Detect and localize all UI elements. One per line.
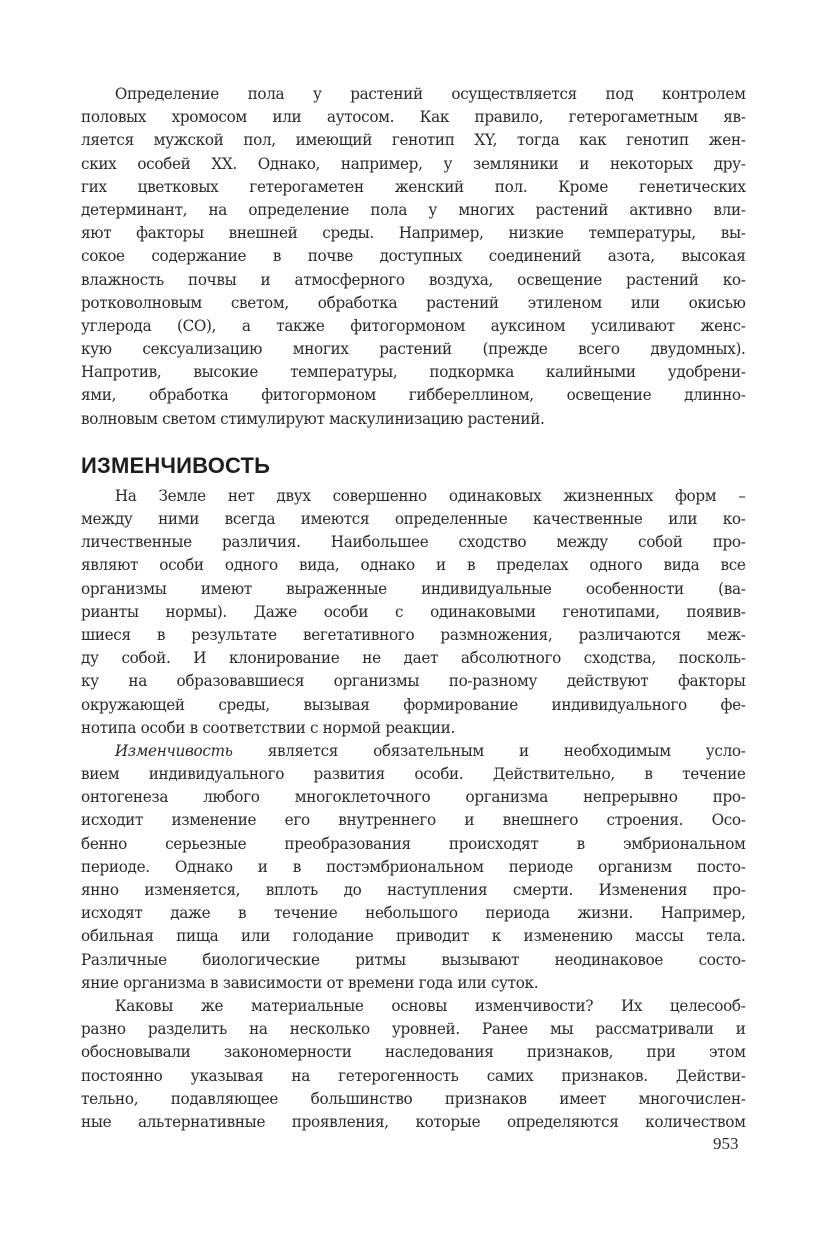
term-variability: Изменчивость	[114, 740, 233, 760]
text-line: ные альтернативные проявления, которые определяются количеством	[81, 1111, 746, 1131]
text-line: исходят даже в течение небольшого периода жизни. Например,	[81, 903, 746, 923]
text-line: организмы имеют выраженные индивидуальные особенности (ва-	[81, 578, 746, 598]
text-span: является обязательным и необходимым усло-	[232, 740, 746, 760]
text-line: онтогенеза любого многоклеточного организма непрерывно про-	[81, 787, 746, 807]
page-number: 953	[713, 1134, 739, 1153]
paragraph-variability-definition	[81, 739, 746, 994]
text-line: разно разделить на несколько уровней. Ранее мы рассматривали и	[81, 1019, 746, 1039]
paragraph-sex-determination-plants	[81, 82, 746, 430]
text-line: ляется мужской пол, имеющий генотип XY, тогда как генотип жен-	[81, 130, 746, 150]
text-line: окружающей среды, вызывая формирование индивидуального фе-	[81, 694, 746, 714]
text-line: На Земле нет двух совершенно одинаковых жизненных форм –	[114, 485, 746, 505]
text-line: нотипа особи в соответствии с нормой реакции.	[81, 717, 455, 737]
text-line: гих цветковых гетерогаметен женский пол. Кроме генетических	[81, 176, 746, 196]
text-line: тельно, подавляющее большинство признаков имеет многочислен-	[81, 1088, 746, 1108]
text-line: сокое содержание в почве доступных соединений азота, высокая	[81, 246, 746, 266]
paragraph-material-basis	[81, 994, 746, 1133]
spacer	[81, 430, 746, 451]
text-line: Определение пола у растений осуществляется под контролем	[114, 84, 746, 103]
text-line: личественные различия. Наибольшее сходство между собой про-	[81, 532, 746, 552]
text-line: влажность почвы и атмосферного воздуха, освещение растений ко-	[81, 269, 746, 289]
text-line: шиеся в результате вегетативного размножения, различаются меж-	[81, 624, 746, 644]
text-line: углерода (CO), а также фитогормоном ауксином усиливают женс-	[81, 315, 746, 335]
text-line: половых хромосом или аутосом. Как правило, гетерогаметным яв-	[81, 107, 746, 127]
paragraph-variability-intro	[81, 484, 746, 739]
text-line: рианты нормы). Даже особи с одинаковыми генотипами, появив-	[81, 601, 746, 621]
text-line: Каковы же материальные основы изменчивости? Их целесооб-	[114, 995, 746, 1015]
text-line: яют факторы внешней среды. Например, низкие температуры, вы-	[81, 223, 746, 243]
section-heading: ИЗМЕНЧИВОСТЬ	[81, 452, 271, 478]
text-line: обосновывали закономерности наследования признаков, при этом	[81, 1042, 746, 1062]
text-line: яние организма в зависимости от времени года или суток.	[81, 972, 539, 992]
text-line: ротковолновым светом, обработка растений этиленом или окисью	[81, 292, 746, 312]
text-line: ями, обработка фитогормоном гиббереллином, освещение длинно-	[81, 385, 746, 405]
text-line: ду собой. И клонирование не дает абсолютного сходства, посколь-	[81, 648, 746, 668]
text-line: обильная пища или голодание приводит к изменению массы тела.	[81, 926, 746, 946]
text-line: Различные биологические ритмы вызывают неодинаковое состо-	[81, 949, 746, 969]
page-body	[81, 82, 746, 1133]
text-line: между ними всегда имеются определенные качественные или ко-	[81, 509, 746, 528]
text-line: постоянно указывая на гетерогенность самих признаков. Действи-	[81, 1065, 746, 1085]
text-line: ских особей XX. Однако, например, у земляники и некоторых дру-	[81, 153, 746, 173]
text-line: бенно серьезные преобразования происходят в эмбриональном	[81, 833, 746, 853]
text-line: детерминант, на определение пола у многих растений активно вли-	[81, 199, 746, 219]
text-line: янно изменяется, вплоть до наступления смерти. Изменения про-	[81, 880, 746, 899]
text-line: вием индивидуального развития особи. Действительно, в течение	[81, 764, 746, 784]
text-line: периоде. Однако и в постэмбриональном периоде организм посто-	[81, 856, 746, 876]
text-line: исходит изменение его внутреннего и внешнего строения. Осо-	[81, 810, 746, 830]
text-line: кую сексуализацию многих растений (прежде всего двудомных).	[81, 339, 746, 359]
text-line: ку на образовавшиеся организмы по-разному действуют факторы	[81, 671, 746, 691]
text-line: волновым светом стимулируют маскулинизацию растений.	[81, 408, 545, 428]
text-line: являют особи одного вида, однако и в пределах одного вида все	[81, 555, 746, 575]
text-line	[81, 739, 746, 762]
text-line: Напротив, высокие температуры, подкормка калийными удобрени-	[81, 362, 746, 382]
